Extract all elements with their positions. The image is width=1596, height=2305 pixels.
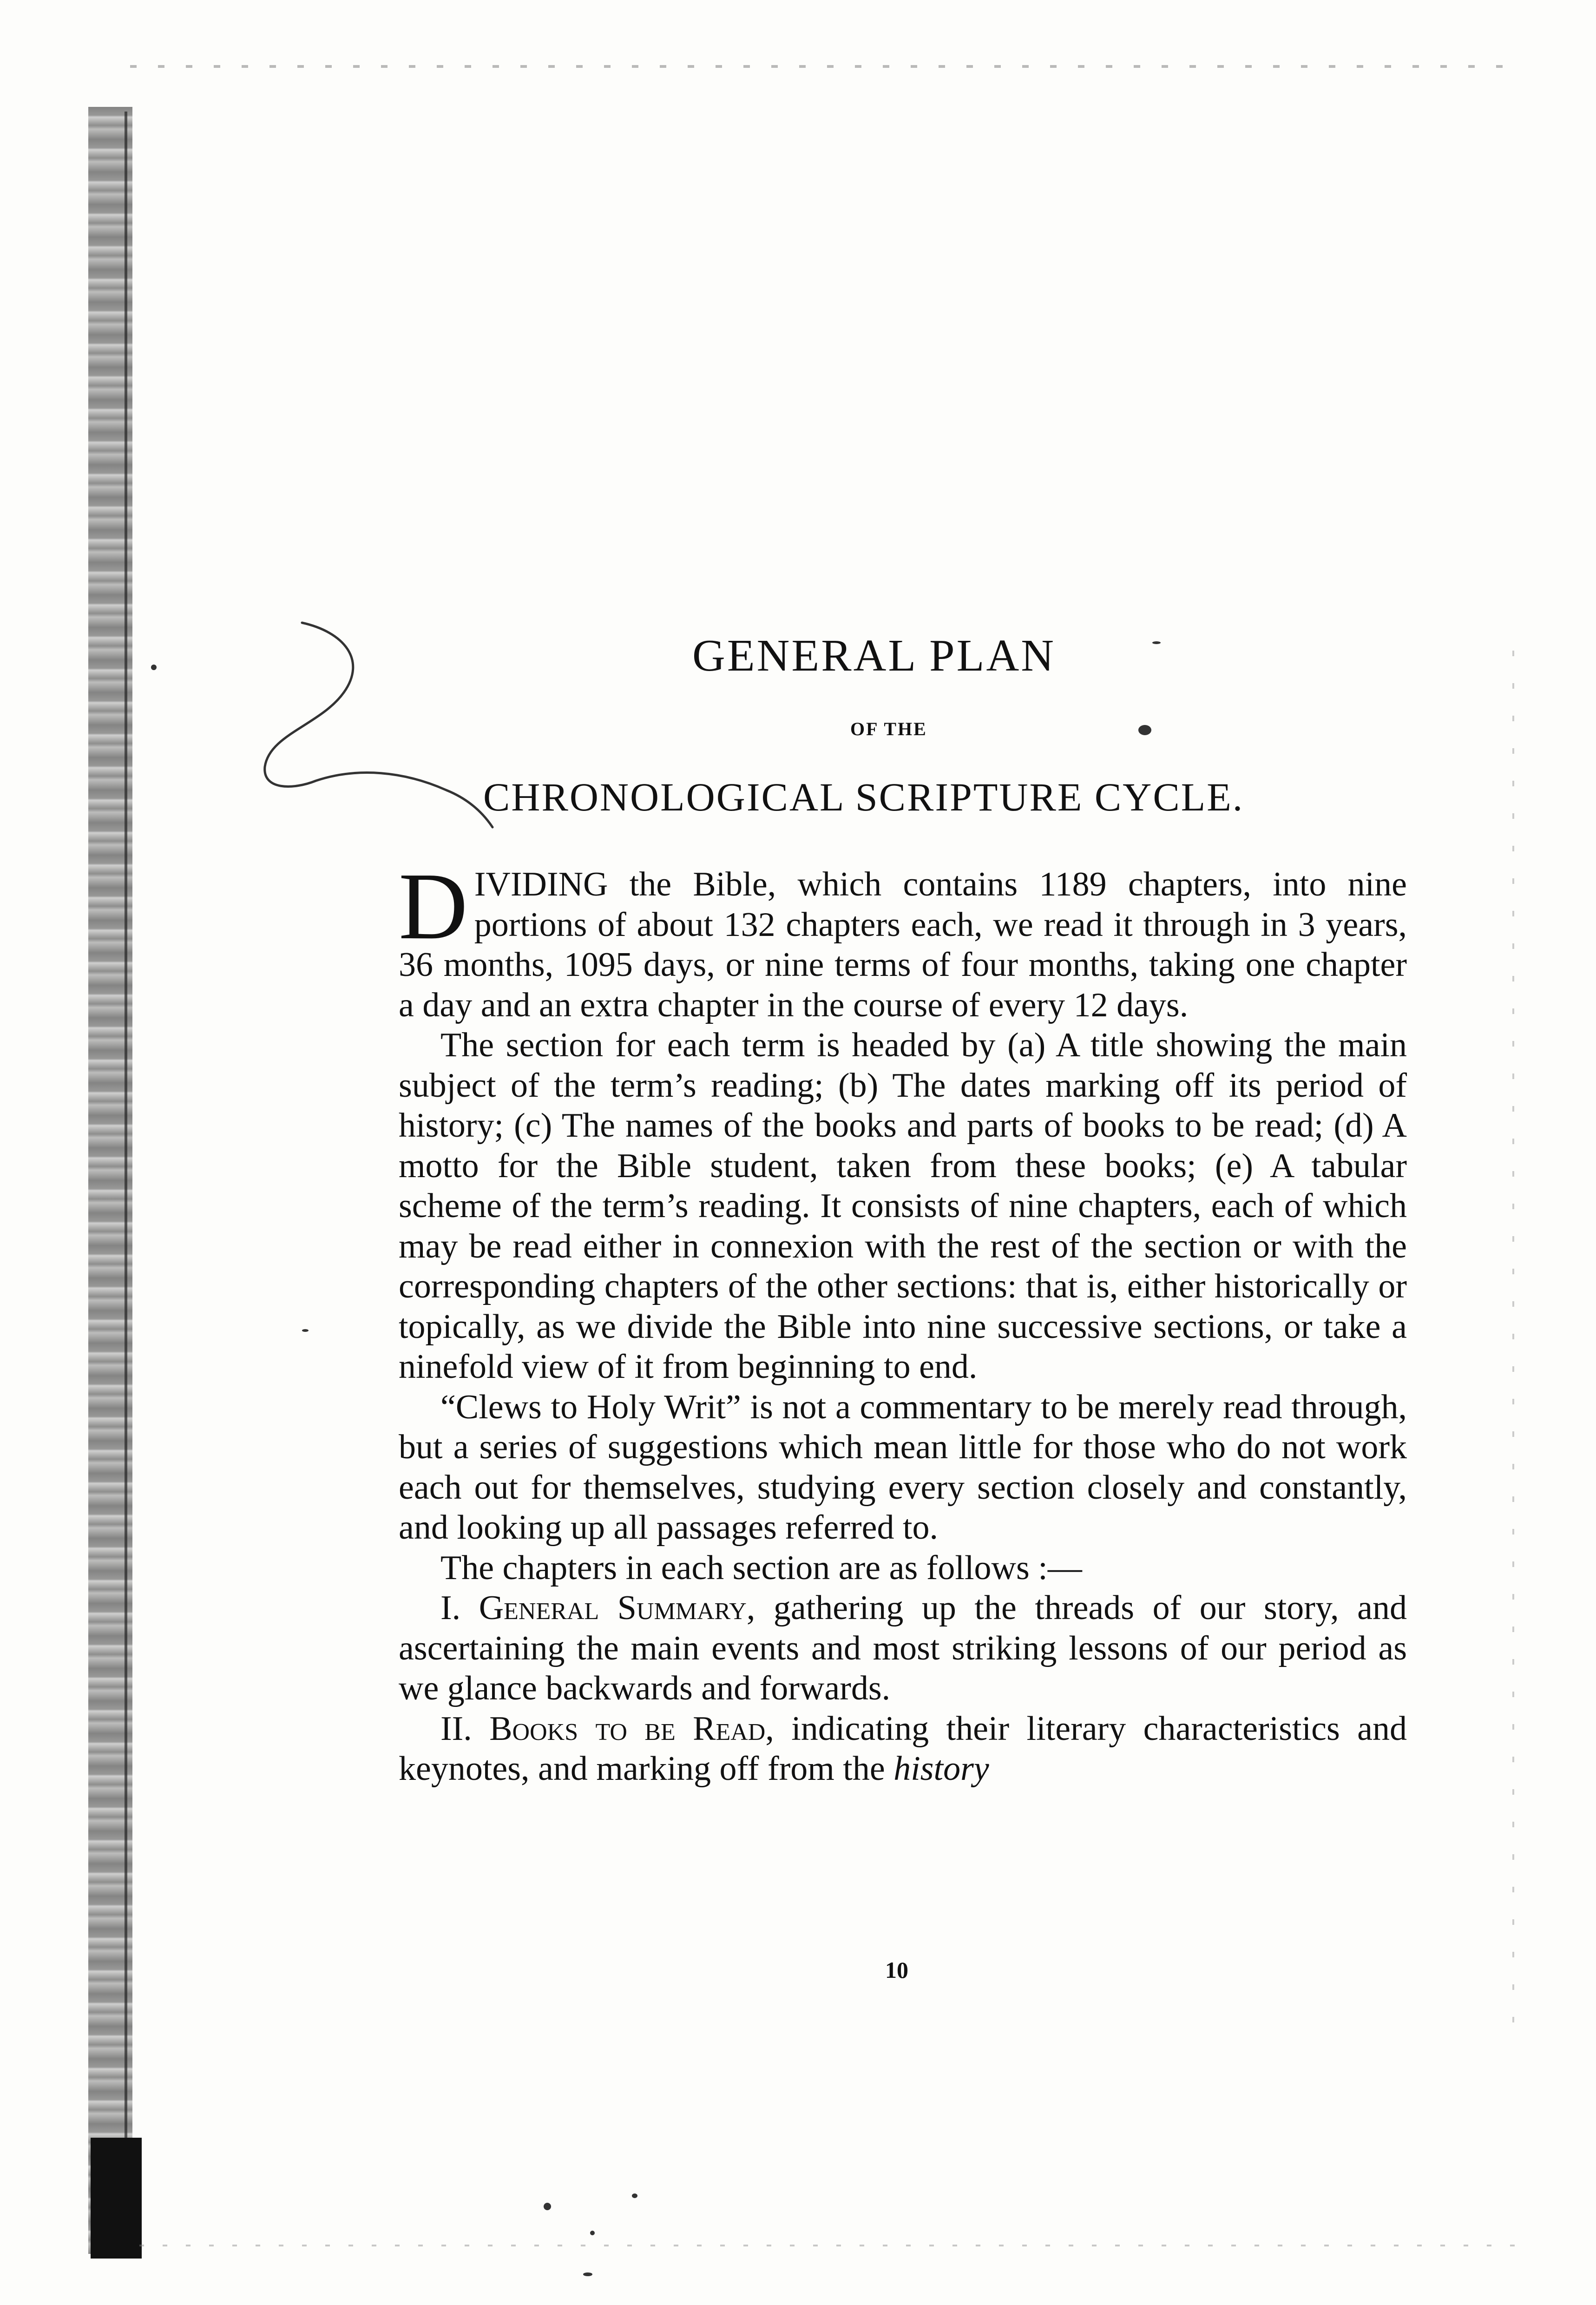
- item-text: indicating their literary characteristics and keynotes, and marking off from the: [399, 1709, 1407, 1788]
- paragraph-books-to-be-read: [399, 1709, 1407, 1789]
- pencil-scribble: [251, 613, 511, 832]
- paragraph-chapters-intro: The chapters in each section are as follows :—: [440, 1548, 1082, 1587]
- paragraph-clews: “Clews to Holy Writ” is not a commentary to be merely read through, but a series of suggestions which mean little for those who do not work each out for themselves, studying every section closely and constantly, and looking up all passages referred to.: [399, 1388, 1407, 1547]
- drop-cap: D: [399, 853, 468, 959]
- right-edge-marks: [1512, 651, 1514, 2045]
- page-subtitle: CHRONOLOGICAL SCRIPTURE CYCLE.: [483, 775, 1244, 819]
- paragraph-section-headings: The section for each term is headed by (a) A title showing the main subject of the term’s reading; (b) The dates marking off its period of history; (c) The names of the books and parts of books to be read; (d) A motto for the Bible student, taken from these books; (e) A tabular scheme of the term’s reading. It consists of nine chapters, each of which may be read either in connexion with the rest of the section or with the corresponding chapters of the other sections: that is, either historically or topically, as we divide the Bible into nine successive sections, or take a ninefold view of it from beginning to end.: [399, 1026, 1407, 1386]
- ink-speck: [1138, 725, 1151, 735]
- page-number: 10: [885, 1957, 908, 1983]
- ink-speck: [632, 2193, 637, 2198]
- top-edge-marks: [130, 65, 1524, 68]
- binding-shadow: [91, 2138, 142, 2259]
- ink-speck: [583, 2272, 592, 2276]
- binding-line: [125, 112, 127, 2249]
- body-text: [399, 853, 1407, 1789]
- item-heading: Books to be Read,: [489, 1709, 774, 1748]
- bottom-edge-marks: [139, 2245, 1533, 2246]
- ink-speck: [1152, 641, 1161, 644]
- title-connector: OF THE: [850, 718, 927, 739]
- paragraph-intro: [399, 853, 1407, 1025]
- ink-speck: [544, 2203, 551, 2210]
- ink-speck: [151, 665, 157, 670]
- ink-speck: [302, 1329, 309, 1332]
- item-number: I.: [440, 1589, 461, 1627]
- ink-speck: [590, 2231, 595, 2235]
- item-heading: General Summary,: [479, 1589, 755, 1627]
- paragraph-general-summary: [399, 1588, 1407, 1709]
- item-number: II.: [440, 1709, 472, 1748]
- page-title: GENERAL PLAN: [692, 631, 1056, 681]
- item-italic-word: history: [893, 1750, 989, 1788]
- item-text: gathering up the threads of our story, and ascertaining the main events and most striking lessons of our period as we glance backwards and forwards.: [399, 1589, 1407, 1707]
- paragraph-intro-text: IVIDING the Bible, which contains 1189 chapters, into nine portions of about 132 chapters each, we read it through in 3 years, 36 months, 1095 days, or nine terms of four months, taking one chapter a day and an extra chapter in the course of every 12 days.: [399, 865, 1407, 1024]
